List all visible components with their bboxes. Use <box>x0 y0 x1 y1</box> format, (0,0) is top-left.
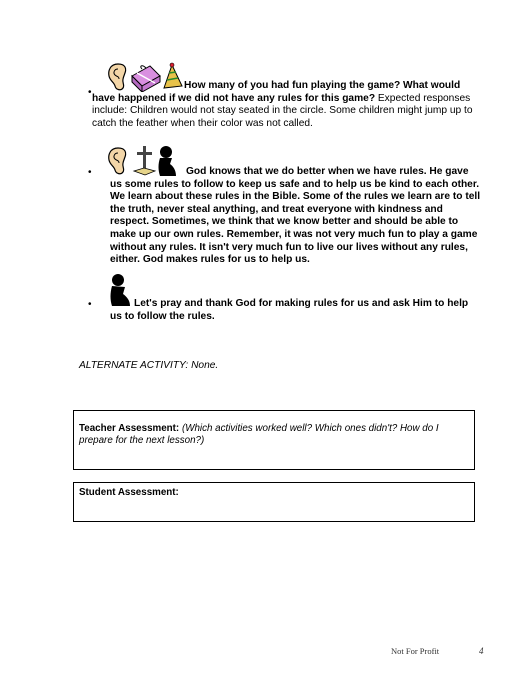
ear-icon <box>109 64 126 90</box>
student-assessment-box[interactable] <box>73 482 475 522</box>
bullet-icons <box>106 62 184 92</box>
bullet-normal-text: Expected responses include: Children would not stay seated in the circle. Some children might jump up to catch the feather when their color was not called. <box>92 92 473 129</box>
bullet-dot: • <box>88 167 92 178</box>
footer-text: Not For Profit <box>391 646 440 656</box>
bullet-icons <box>108 272 134 308</box>
bullet-icons <box>106 144 180 178</box>
bullet-item-prayer <box>88 272 484 323</box>
bullet-rest-text: us some rules to follow to keep us safe and to help us be kind to each other. We learn about these rules in the Bible. Some of the rules we learn are to tell the truth, never steal anything, and treat everyone with kindness and respect. Sometimes, we think that we know better and should be able to make up our own rules. Remember, it was not very much fun to play a game without any rules. It isn't very much fun to live our lives without any rules, either. God makes rules for us to help us. <box>110 178 481 266</box>
bullet-rest-text: us to follow the rules. <box>110 310 215 322</box>
student-assessment-label: Student Assessment: <box>79 487 179 498</box>
praying-child-icon <box>159 146 177 176</box>
bullet-dot: • <box>88 87 92 98</box>
praying-child-icon <box>111 274 131 306</box>
teacher-assessment-label: Teacher Assessment: <box>79 423 180 434</box>
praying-child-icons <box>108 272 134 308</box>
bullet-item-game-question <box>88 62 484 130</box>
teacher-assessment-prompt: (Which activities worked well? Which ones didn't? How do I prepare for the next lesson?) <box>79 423 439 447</box>
bullet-first-line: God knows that we do better when we have rules. He gave <box>186 166 469 177</box>
bullet-item-god-rules <box>88 144 484 267</box>
ear-gift-hat-icons <box>106 62 184 92</box>
bullet-first-line: Let's pray and thank God for making rules for us and ask Him to help <box>134 298 469 309</box>
ear-icon <box>109 148 126 174</box>
party-hat-icon <box>164 63 182 88</box>
bullet-dot: • <box>88 299 92 310</box>
cross-bible-icon <box>134 146 155 175</box>
page-number: 4 <box>479 646 484 656</box>
bullet-text <box>92 272 484 323</box>
ear-cross-praying-icons <box>106 144 180 178</box>
gift-icon <box>132 66 160 92</box>
teacher-assessment-box[interactable] <box>73 410 475 470</box>
bullet-bold-text: How many of you had fun playing the game? What would have happened if we did not have any rules for this game? <box>92 80 461 104</box>
alternate-activity: ALTERNATE ACTIVITY: None. <box>79 360 219 371</box>
